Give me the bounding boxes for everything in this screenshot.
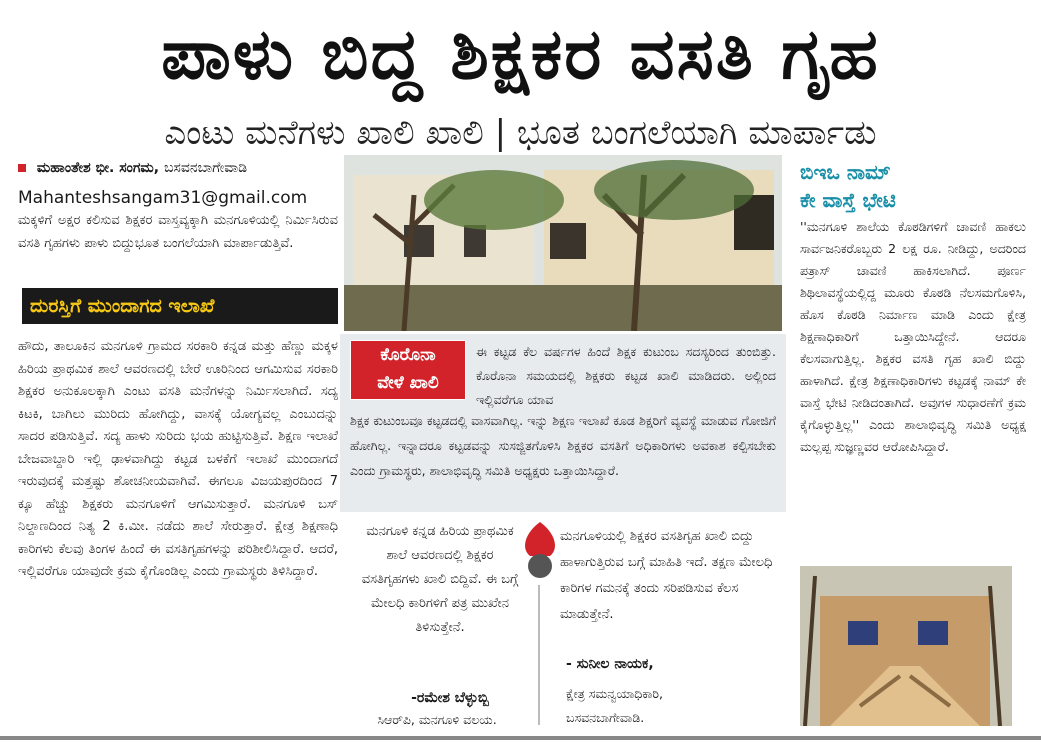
subheadline: ಎಂಟು ಮನೆಗಳು ಖಾಲಿ ಖಾಲಿ | ಭೂತ ಬಂಗಲೆಯಾಗಿ ಮಾರ್ಪಾಡು [164, 113, 877, 153]
sidebar-text: ''ಮನಗೂಳಿ ಶಾಲೆಯ ಕೊಠಡಿಗಳಿಗೆ ಚಾವಣಿ ಹಾಕಲು ಸಾರ್ವಜನಿಕರೊಬ್ಬರು 2 ಲಕ್ಷ ರೂ. ನೀಡಿದ್ದು, ಅದರಿಂದ ಪತ್ರಾಸ್ ಚಾವಣಿ ಹಾಕಿಸಲಾಗಿದೆ. ಪೂರ್ಣ ಶಿಥಿಲಾವಸ್ಥೆಯಲ್ಲಿದ್ದ ಮೂರು ಕೊಠಡಿ ನೆಲಸಮಗೊಳಿಸಿ, ಹೊಸ ಕೊಠಡಿ ನಿರ್ಮಾಣ ಮಾಡಿ ಎಂದು ಕ್ಷೇತ್ರ ಶಿಕ್ಷಣಾಧಿಕಾರಿಗೆ ಒತ್ತಾಯಿಸಿದ್ದೇನೆ. ಆದರೂ ಕೆಲಸವಾಗುತ್ತಿಲ್ಲ. ಶಿಕ್ಷಕರ ವಸತಿ ಗೃಹ ಖಾಲಿ ಬಿದ್ದು ಹಾಳಾಗಿದೆ. ಕ್ಷೇತ್ರ ಶಿಕ್ಷಣಾಧಿಕಾರಿಗಳು ಕಟ್ಟಡಕ್ಕೆ ನಾಮ್ ಕೇ ವಾಸ್ತೆ ಭೇಟಿ ನೀಡಿದಂತಾಗಿದೆ. ಅವುಗಳ ಸುಧಾರಣೆಗೆ ಕ್ರಮ ಕೈಗೊಳ್ಳುತ್ತಿಲ್ಲ'' ಎಂದು ಶಾಲಾಭಿವೃದ್ಧಿ ಸಮಿತಿ ಅಧ್ಯಕ್ಷ ಮಲ್ಲಪ್ಪ ಸುಜ್ಞಣ್ಣವರ ಆರೋಪಿಸಿದ್ದಾರೆ. [800, 219, 1026, 454]
byline-place: ಬಸವನಬಾಗೇವಾಡಿ [163, 160, 248, 176]
column1-text: ಹೌದು, ತಾಲೂಕಿನ ಮನಗೂಳಿ ಗ್ರಾಮದ ಸರಕಾರಿ ಕನ್ನಡ ಮತ್ತು ಹೆಣ್ಣು ಮಕ್ಕಳ ಹಿರಿಯ ಪ್ರಾಥಮಿಕ ಶಾಲೆ ಆವರಣದಲ್ಲಿ ಬೇರೆ ಊರಿನಿಂದ ಆಗಮಿಸುವ ಸರಕಾರಿ ಶಿಕ್ಷಕರ ಅನುಕೂಲಕ್ಕಾಗಿ ಎಂಟು ವಸತಿ ಮನೆಗಳನ್ನು ನಿರ್ಮಿಸಲಾಗಿದೆ. ಸದ್ಯ ಕಿಟಕಿ, ಬಾಗಿಲು ಮುರಿದು ಹೋಗಿದ್ದು, ವಾಸಕ್ಕೆ ಯೋಗ್ಯವಲ್ಲ ಎಂಬುದನ್ನು ಸಾದರ ಪಡಿಸುತ್ತಿವೆ. ಸದ್ಯ ಹಾಳು ಸುರಿದು ಭಯ ಹುಟ್ಟಿಸುತ್ತಿವೆ. ಶಿಕ್ಷಣ ಇಲಾಖೆ ಬೇಜವಾಬ್ದಾರಿ ಇಲ್ಲಿ ಢಾಳವಾಗಿದ್ದು ಕಟ್ಟಡ ಬಳಕೆಗೆ ಇಲಾಖೆ ಮುಂದಾಗದೆ ಇರುವುದಕ್ಕೆ ಮತ್ತಷ್ಟು ಶೋಚನೀಯವಾಗಿವೆ. ಈಗಲೂ ವಿಜಯಪುರದಿಂದ 7 ಕ್ಕೂ ಹೆಚ್ಚು ಶಿಕ್ಷಕರು ಮನಗೂಳಿಗೆ ಆಗಮಿಸುತ್ತಾರೆ. ಮನಗೂಳಿ ಬಸ್ ನಿಲ್ದಾಣದಿಂದ ನಿತ್ಯ 2 ಕಿ.ಮೀ. ನಡೆದು ಶಾಲೆ ಸೇರುತ್ತಾರೆ. ಕ್ಷೇತ್ರ ಶಿಕ್ಷಣಾಧಿ ಕಾರಿಗಳು ಕೆಲವು ತಿಂಗಳ ಹಿಂದೆ ಈ ವಸತಿಗೃಹಗಳನ್ನು ಪರಿಶೀಲಿಸಿದ್ದಾರೆ. ಆದರೆ, ಇಲ್ಲಿವರೆಗೂ ಯಾವುದೇ ಕ್ರಮ ಕೈಗೊಂಡಿಲ್ಲ ಎಂದು ಗ್ರಾಮಸ್ಥರು ತಿಳಿಸಿದ್ದಾರೆ. [18, 339, 338, 579]
building-photo-graphic [344, 155, 782, 331]
quote2-signature: - ಸುನೀಲ ನಾಯಕ, [566, 656, 654, 672]
quote-divider-icon [520, 522, 560, 582]
intro-paragraph: ಮಕ್ಕಳಿಗೆ ಅಕ್ಷರ ಕಲಿಸುವ ಶಿಕ್ಷಕರ ವಾಸ್ತವ್ಯಕ್ಕಾಗಿ ಮನಗೂಳಿಯಲ್ಲಿ ನಿರ್ಮಿಸಿರುವ ವಸತಿ ಗೃಹಗಳು ಪಾಳು ಬಿದ್ದುಭೂತ ಬಂಗಲೆಯಾಗಿ ಮಾರ್ಪಾಡುತ್ತಿವೆ. [18, 213, 338, 251]
stairs-photo [800, 566, 1012, 726]
building-photo [344, 155, 782, 331]
bullet-square-icon [18, 164, 26, 172]
quote1-signature: -ರಮೇಶ ಬೆಳ್ಳುಬ್ಬಿ [411, 690, 489, 706]
quote2-role-line2: ಬಸವನಬಾಗೇವಾಡಿ. [566, 710, 645, 725]
quote1-text: ಮನಗೂಳಿ ಕನ್ನಡ ಹಿರಿಯ ಪ್ರಾಥಮಿಕ ಶಾಲೆ ಆವರಣದಲ್ಲಿ ಶಿಕ್ಷಕರ ವಸತಿಗೃಹಗಳು ಖಾಲಿ ಬಿದ್ದಿವೆ. ಈ ಬಗ್ಗೆ ಮೇಲಧಿ ಕಾರಿಗಳಿಗೆ ಪತ್ರ ಮುಖೇನ ತಿಳಿಸುತ್ತೇನೆ. [361, 524, 519, 635]
sidebar-heading-line2: ಕೇ ವಾಸ್ತೆ ಭೇಟಿ [800, 188, 896, 212]
section-heading: ದುರಸ್ತಿಗೆ ಮುಂದಾಗದ ಇಲಾಖೆ [22, 288, 338, 324]
corona-tag-line2: ವೇಳೆ ಖಾಲಿ [377, 373, 439, 393]
quote2-role [566, 682, 786, 730]
bottom-rule [0, 736, 1041, 740]
sidebar-heading-line1: ಬಿಇಒ ನಾಮ್ [800, 160, 891, 184]
sidebar-heading [800, 158, 1030, 214]
corona-tag-line1: ಕೊರೊನಾ [380, 345, 436, 365]
byline-email[interactable]: Mahanteshsangam31@gmail.com [18, 188, 308, 208]
quote-divider-line [538, 585, 540, 725]
quote1-role: ಸಿಆರ್‌ಪಿ, ಮನಗೂಳಿ ವಲಯ. [377, 712, 497, 727]
quote2-text: ಮನಗೂಳಿಯಲ್ಲಿ ಶಿಕ್ಷಕರ ವಸತಿಗೃಹ ಖಾಲಿ ಬಿದ್ದು ಹಾಳಾಗುತ್ತಿರುವ ಬಗ್ಗೆ ಮಾಹಿತಿ ಇದೆ. ತಕ್ಷಣ ಮೇಲಧಿ ಕಾರಿಗಳ ಗಮನಕ್ಕೆ ತಂದು ಸರಿಪಡಿಸುವ ಕೆಲಸ ಮಾಡುತ್ತೇನೆ. [560, 529, 773, 622]
headline: ಪಾಳು ಬಿದ್ದ ಶಿಕ್ಷಕರ ವಸತಿ ಗೃಹ [161, 13, 880, 95]
byline-author: ಮಹಾಂತೇಶ ಭೀ. ಸಂಗಮ, [36, 160, 160, 176]
corona-text-part2: ಶಿಕ್ಷಕ ಕುಟುಂಬವೂ ಕಟ್ಟಡದಲ್ಲಿ ವಾಸವಾಗಿಲ್ಲ. ಇನ್ನು ಶಿಕ್ಷಣ ಇಲಾಖೆ ಕೂಡ ಶಿಕ್ಷರಿಗೆ ವ್ಯವಸ್ಥೆ ಮಾಡುವ ಗೋಜಿಗೆ ಹೋಗಿಲ್ಲ. ಇನ್ನಾದರೂ ಕಟ್ಟಡವನ್ನು ಸುಸಜ್ಜಿತಗೊಳಿಸಿ ಶಿಕ್ಷಕರ ವಸತಿಗೆ ಅಧಿಕಾರಿಗಳು ಅವಕಾಶ ಕಲ್ಪಿಸಬೇಕು ಎಂದು ಗ್ರಾಮಸ್ಥರು, ಶಾಲಾಭಿವೃದ್ಧಿ ಸಮಿತಿ ಅಧ್ಯಕ್ಷರು ಒತ್ತಾಯಿಸಿದ್ದಾರೆ. [350, 413, 776, 478]
quote2-role-line1: ಕ್ಷೇತ್ರ ಸಮನ್ವಯಾಧಿಕಾರಿ, [566, 686, 663, 701]
byline [18, 160, 338, 176]
stairs-photo-graphic [800, 566, 1012, 726]
corona-tag [350, 340, 466, 400]
corona-text-part1: ಈ ಕಟ್ಟಡ ಕೆಲ ವರ್ಷಗಳ ಹಿಂದೆ ಶಿಕ್ಷಕ ಕುಟುಂಬ ಸದಸ್ಯರಿಂದ ತುಂಬಿತ್ತು. ಕೊರೊನಾ ಸಮಯದಲ್ಲಿ ಶಿಕ್ಷಕರು ಕಟ್ಟಡ ಖಾಲಿ ಮಾಡಿದರು. ಅಲ್ಲಿಂದ ಇಲ್ಲಿವರೆಗೂ ಯಾವ [476, 344, 776, 407]
